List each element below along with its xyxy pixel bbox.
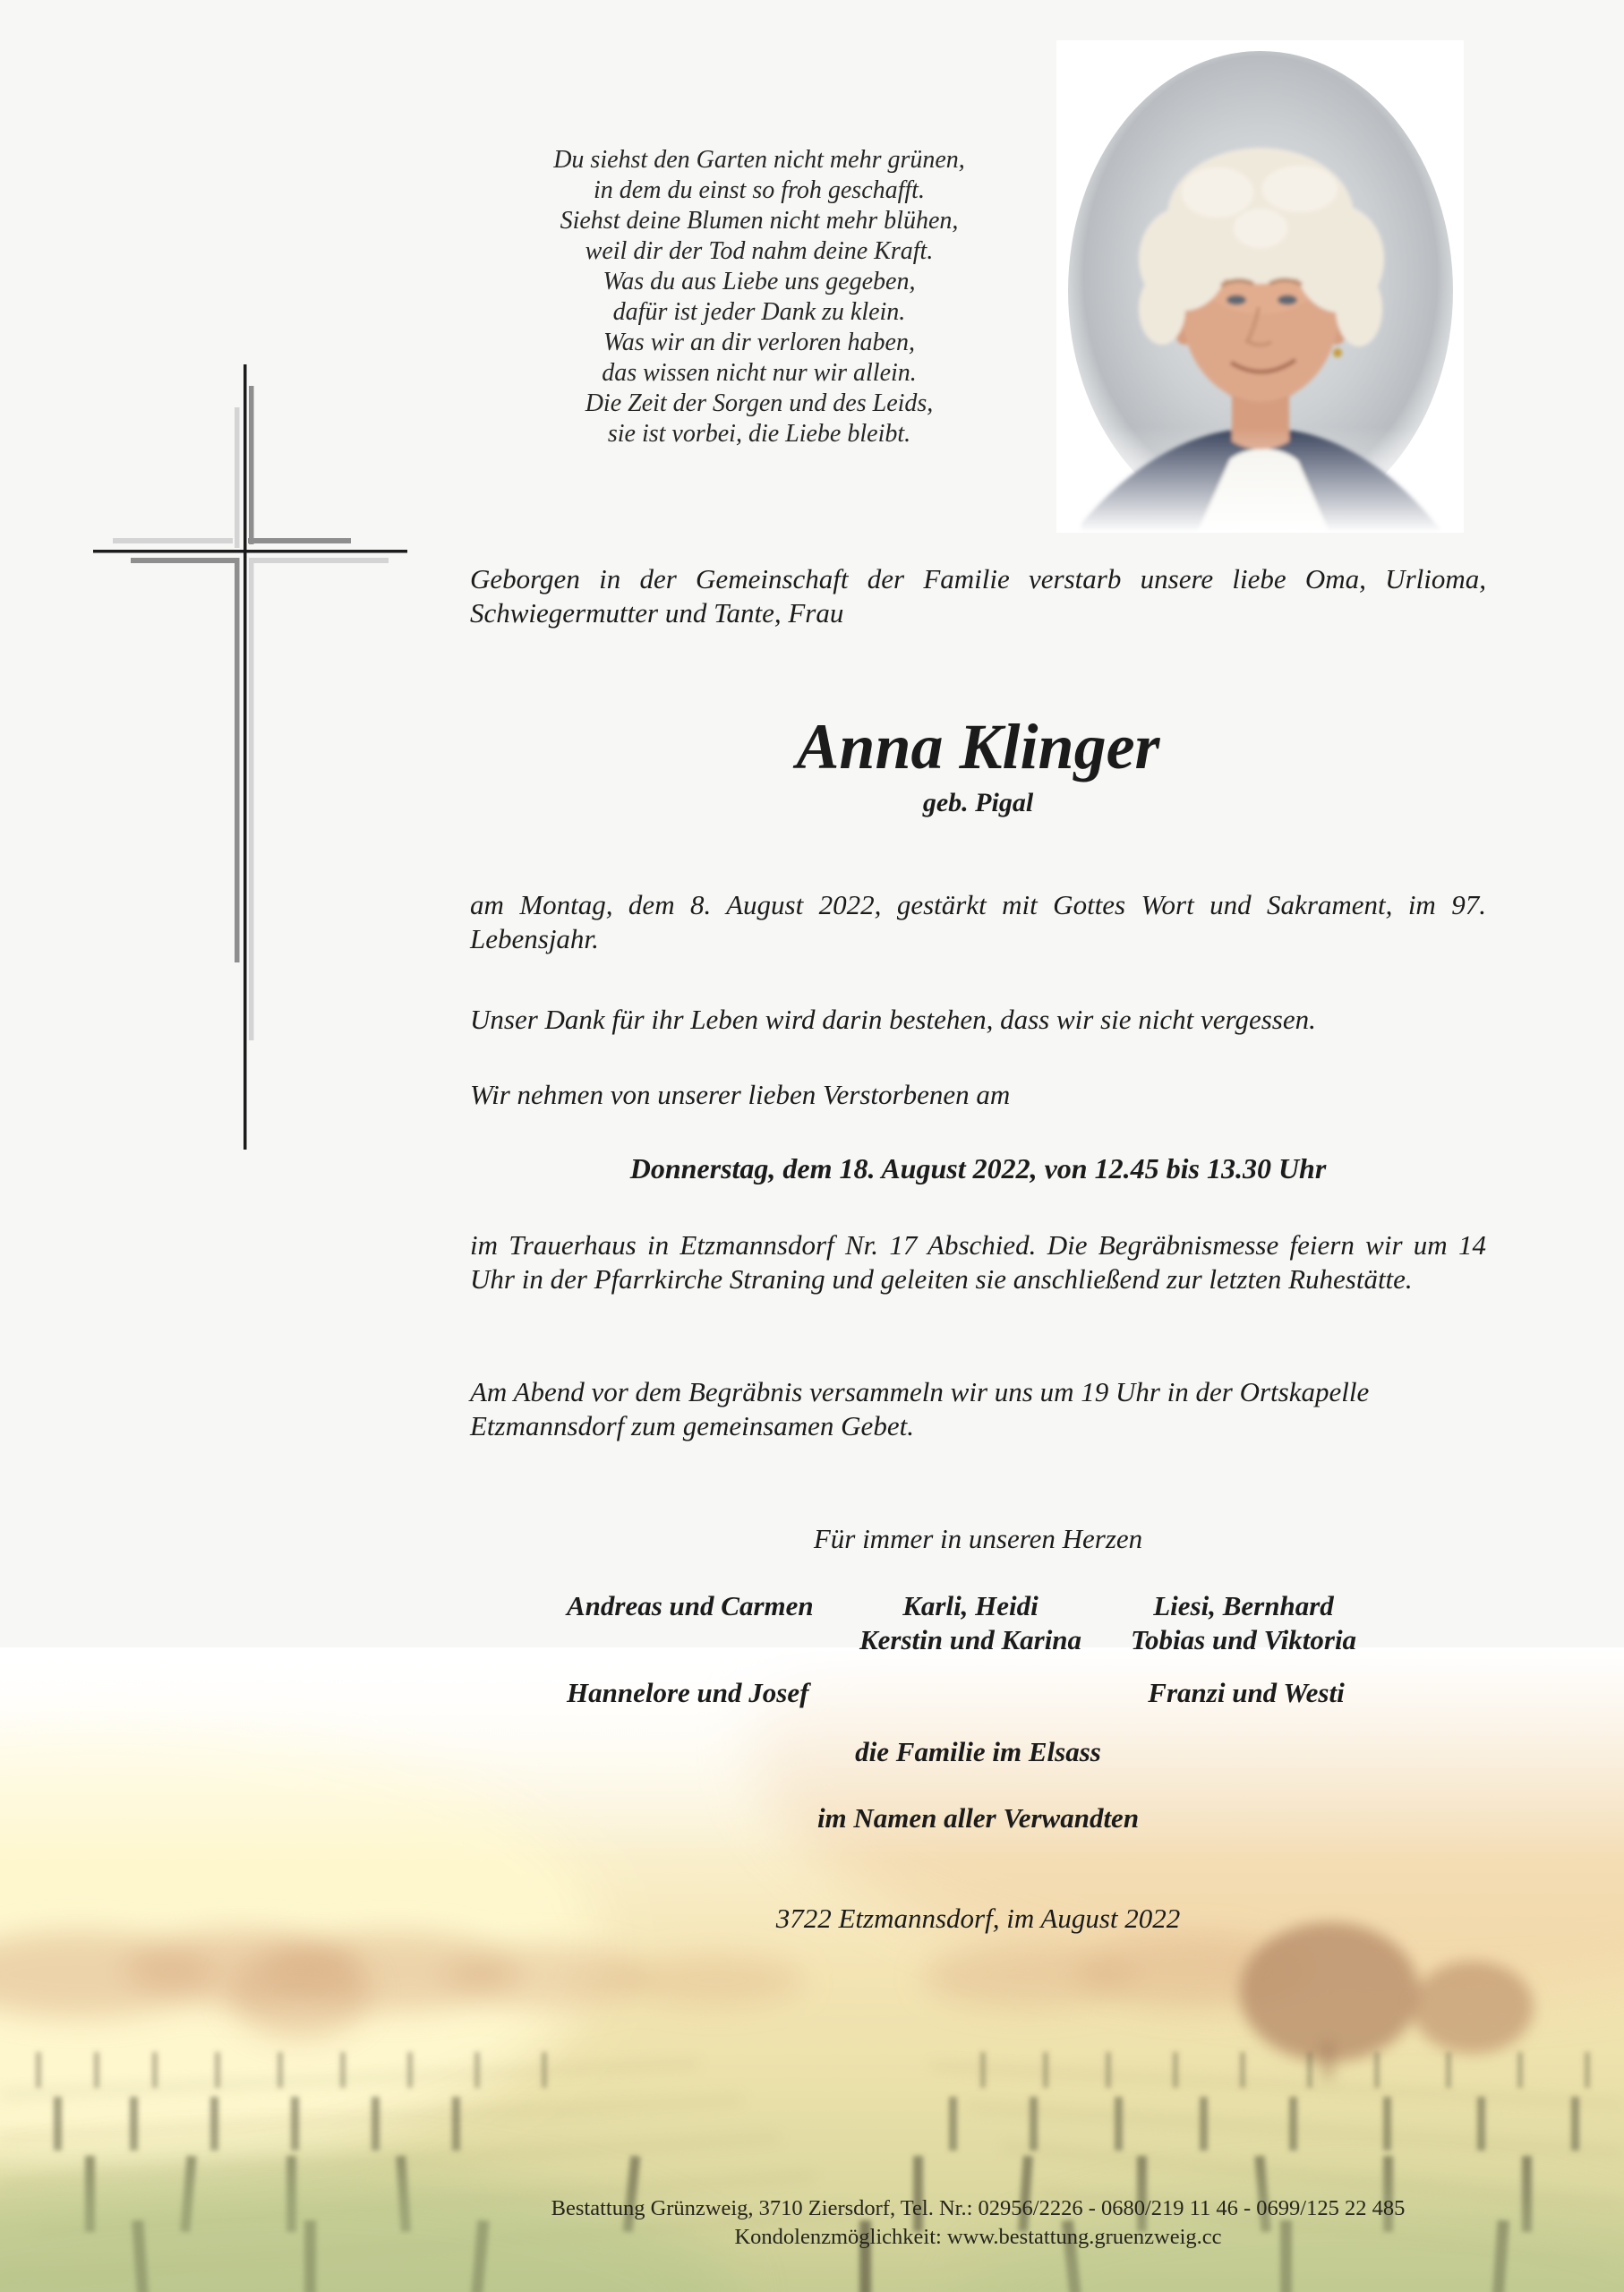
mourner-name: Franzi und Westi <box>1148 1677 1345 1708</box>
death-info-paragraph: am Montag, dem 8. August 2022, gestärkt mit Gottes Wort und Sakrament, im 97. Lebensjahr. <box>470 889 1486 954</box>
mourner-name: Hannelore und Josef <box>567 1677 809 1708</box>
poem-line: dafür ist jeder Dank zu klein. <box>612 298 906 326</box>
deceased-name: Anna Klinger <box>796 711 1160 783</box>
mourning-heading: Für immer in unseren Herzen <box>813 1523 1143 1554</box>
poem-line: das wissen nicht nur wir allein. <box>602 359 917 387</box>
poem-line: Was du aus Liebe uns gegeben, <box>603 268 916 295</box>
poem-line: in dem du einst so froh geschafft. <box>594 176 925 204</box>
gratitude-paragraph: Unser Dank für ihr Leben wird darin bestehen, dass wir sie nicht vergessen. <box>470 1004 1316 1035</box>
poem-line: Du siehst den Garten nicht mehr grünen, <box>553 146 965 174</box>
funeral-home-info: Bestattung Grünzweig, 3710 Ziersdorf, Tel. Nr.: 02956/2226 - 0680/219 11 46 - 0699/125 22 485 <box>551 2196 1406 2220</box>
birth-name: geb. Pigal <box>922 788 1034 817</box>
all-relatives: im Namen aller Verwandten <box>816 1802 1140 1834</box>
portrait-photo <box>1056 40 1464 533</box>
cross-icon <box>79 351 419 1175</box>
mourner-name: Tobias und Viktoria <box>1130 1624 1357 1655</box>
poem-line: Was wir an dir verloren haben, <box>603 329 915 356</box>
mourner-name: Kerstin und Karina <box>859 1624 1082 1655</box>
intro-paragraph: Geborgen in der Gemeinschaft der Familie verstarb unsere liebe Oma, Urlioma, Schwiegermutter und Tante, Frau <box>470 563 1486 629</box>
place-date: 3722 Etzmannsdorf, im August 2022 <box>775 1903 1181 1934</box>
poem-line: Siehst deine Blumen nicht mehr blühen, <box>560 207 959 235</box>
poem-line: weil dir der Tod nahm deine Kraft. <box>585 237 934 265</box>
evening-prayer-paragraph: Am Abend vor dem Begräbnis versammeln wir uns um 19 Uhr in der Ortskapelle Etzmannsdorf zum gemeinsamen Gebet. <box>470 1376 1370 1441</box>
mourner-name: Karli, Heidi <box>902 1590 1039 1621</box>
farewell-datetime: Donnerstag, dem 18. August 2022, von 12.45 bis 13.30 Uhr <box>629 1152 1327 1184</box>
memorial-poem <box>553 145 965 449</box>
family-elsass: die Familie im Elsass <box>855 1736 1101 1767</box>
poem-line: sie ist vorbei, die Liebe bleibt. <box>607 420 911 448</box>
mourner-name: Andreas und Carmen <box>567 1590 814 1621</box>
mourner-name: Liesi, Bernhard <box>1153 1590 1334 1621</box>
funeral-details-paragraph: im Trauerhaus in Etzmannsdorf Nr. 17 Abschied. Die Begräbnismesse feiern wir um 14 Uhr in der Pfarrkirche Straning und geleiten sie anschließend zur letzten Ruhestätte. <box>470 1229 1486 1295</box>
farewell-intro: Wir nehmen von unserer lieben Verstorbenen am <box>470 1079 1011 1110</box>
condolence-info: Kondolenzmöglichkeit: www.bestattung.gruenzweig.cc <box>734 2225 1222 2249</box>
poem-line: Die Zeit der Sorgen und des Leids, <box>585 389 934 417</box>
